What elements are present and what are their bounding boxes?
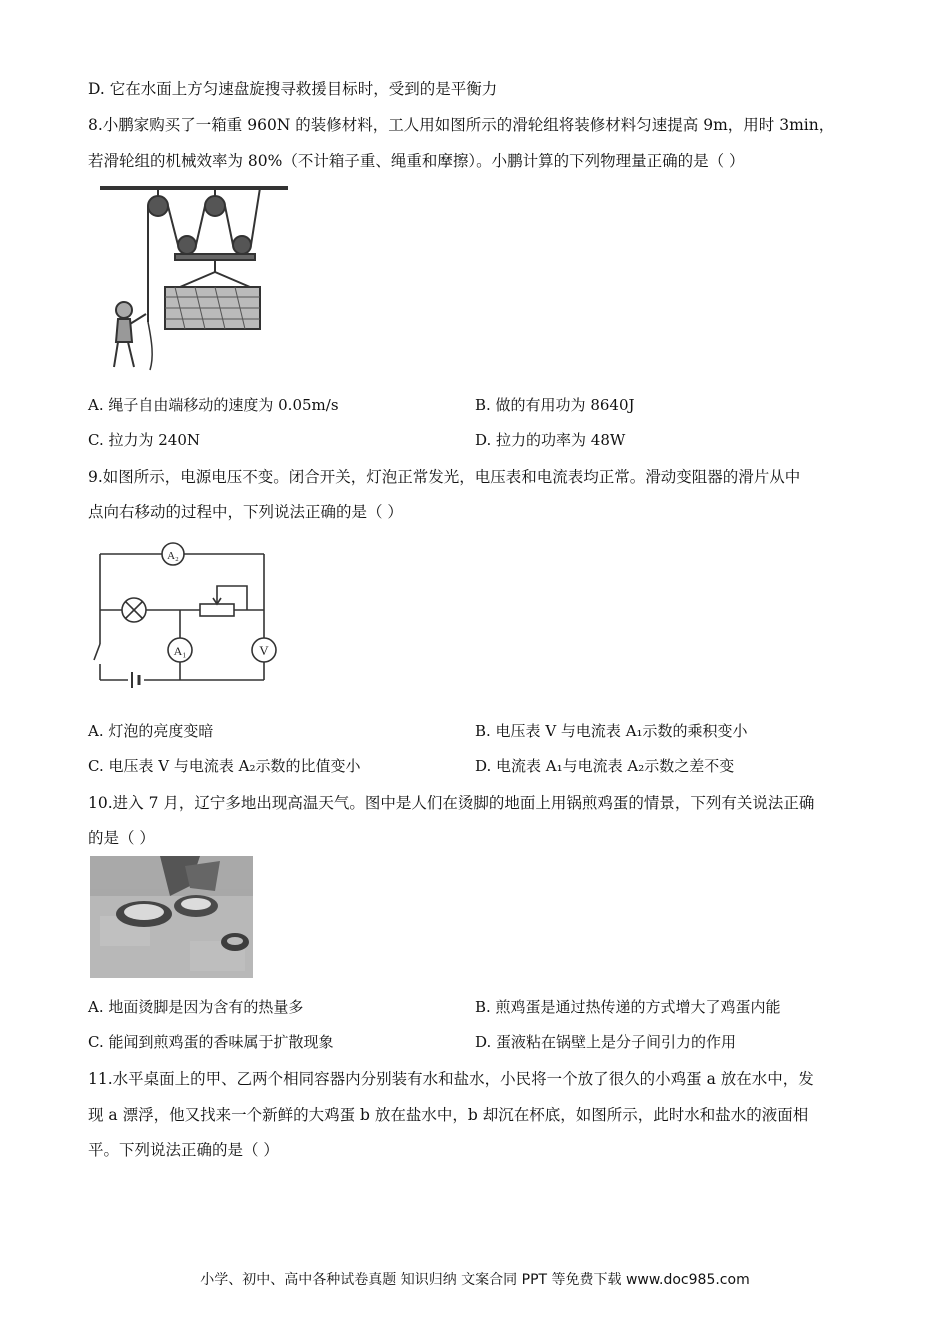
q10-option-c: C. 能闻到煎鸡蛋的香味属于扩散现象 [88, 1033, 334, 1051]
meter-a1-label: A₁ [173, 644, 187, 658]
q8-option-d: D. 拉力的功率为 48W [475, 431, 626, 449]
q8-stem-line1: 8.小鹏家购买了一箱重 960N 的装修材料，工人用如图所示的滑轮组将装修材料匀速提高 9m，用时 3min， [88, 116, 835, 134]
q11-stem-line3: 平。下列说法正确的是（ ） [88, 1141, 279, 1159]
q9-option-c: C. 电压表 V 与电流表 A₂示数的比值变小 [88, 757, 361, 775]
page-footer: 小学、初中、高中各种试卷真题 知识归纳 文案合同 PPT 等免费下载 www.doc985.com [200, 1272, 750, 1288]
q7-option-d: D. 它在水面上方匀速盘旋搜寻救援目标时，受到的是平衡力 [88, 80, 498, 98]
q9-option-b: B. 电压表 V 与电流表 A₁示数的乘积变小 [475, 722, 748, 740]
q9-option-d: D. 电流表 A₁与电流表 A₂示数之差不变 [475, 757, 735, 775]
q8-option-b: B. 做的有用功为 8640J [475, 396, 635, 414]
q10-stem-line1: 10.进入 7 月，辽宁多地出现高温天气。图中是人们在烫脚的地面上用锅煎鸡蛋的情景，下列有关说法正确 [88, 794, 815, 812]
q8-stem-line2: 若滑轮组的机械效率为 80%（不计箱子重、绳重和摩擦）。小鹏计算的下列物理量正确的是（ ） [88, 152, 745, 170]
q10-stem-line2: 的是（ ） [88, 829, 155, 847]
q8-option-c: C. 拉力为 240N [88, 431, 201, 449]
q10-option-d: D. 蛋液粘在锅壁上是分子间引力的作用 [475, 1033, 737, 1051]
q10-option-b: B. 煎鸡蛋是通过热传递的方式增大了鸡蛋内能 [475, 998, 781, 1016]
q8-option-a: A. 绳子自由端移动的速度为 0.05m/s [88, 396, 339, 414]
q11-stem-line2: 现 a 漂浮，他又找来一个新鲜的大鸡蛋 b 放在盐水中，b 却沉在杯底，如图所示，此时水和盐水的液面相 [88, 1106, 809, 1124]
circuit-diagram-figure [92, 534, 282, 694]
q9-option-a: A. 灯泡的亮度变暗 [88, 722, 214, 740]
q10-option-a: A. 地面烫脚是因为含有的热量多 [88, 998, 304, 1016]
frying-egg-photo [90, 856, 253, 978]
q11-stem-line1: 11.水平桌面上的甲、乙两个相同容器内分别装有水和盐水，小民将一个放了很久的小鸡蛋 a 放在水中，发 [88, 1070, 814, 1088]
q9-stem-line1: 9.如图所示，电源电压不变。闭合开关，灯泡正常发光，电压表和电流表均正常。滑动变阻器的滑片从中 [88, 468, 801, 486]
meter-v-label: V [259, 643, 269, 658]
q9-stem-line2: 点向右移动的过程中，下列说法正确的是（ ） [88, 503, 403, 521]
pulley-system-figure [100, 182, 290, 372]
meter-a2-label: A₂ [167, 550, 179, 562]
